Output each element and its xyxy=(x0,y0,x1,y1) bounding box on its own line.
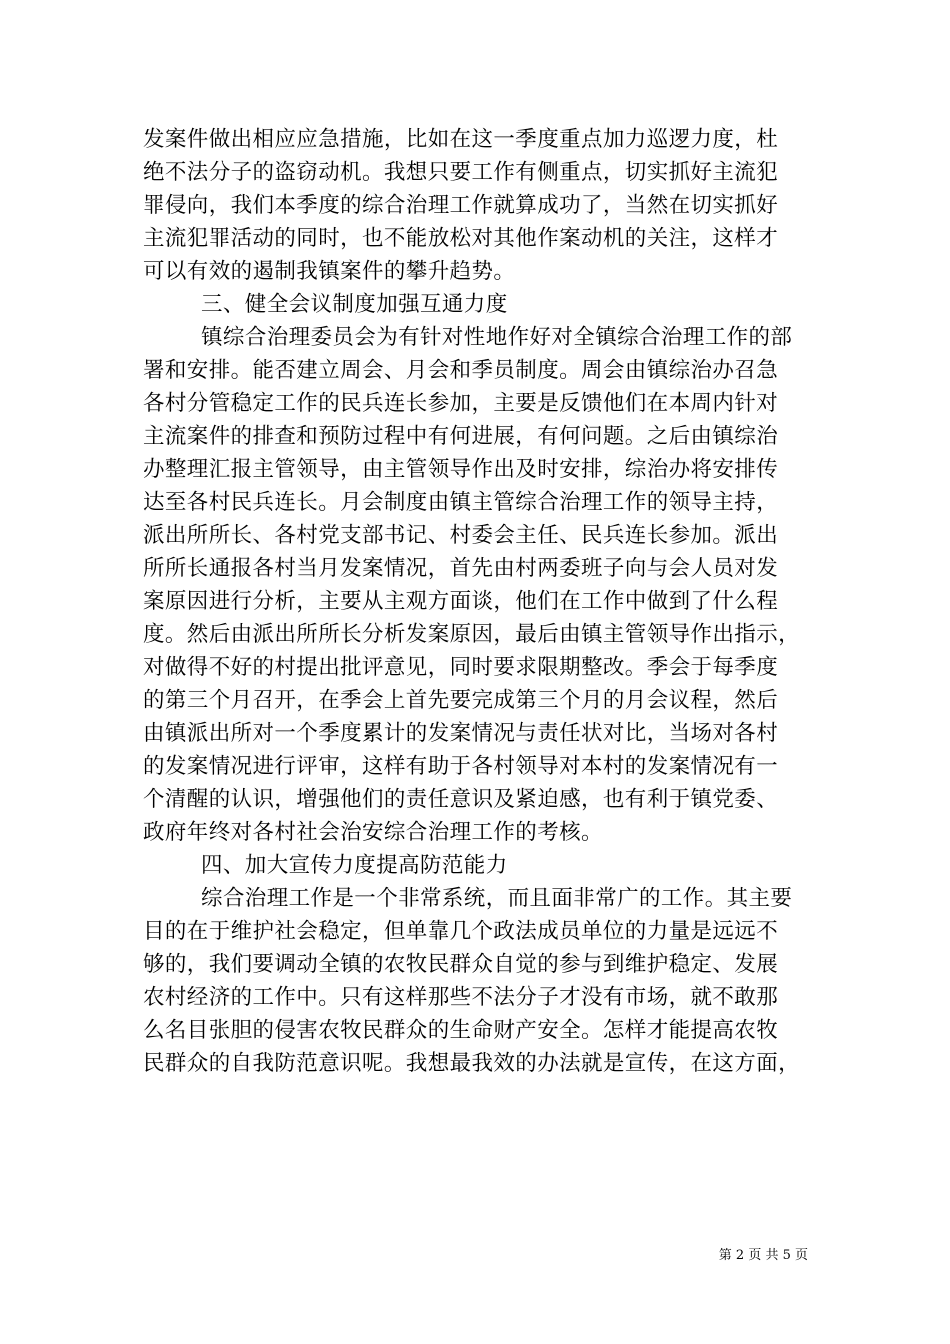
section-heading: 三、健全会议制度加强互通力度 xyxy=(201,292,508,317)
body-line: 够的，我们要调动全镇的农牧民群众自觉的参与到维护稳定、发展 xyxy=(143,952,779,977)
body-line: 由镇派出所对一个季度累计的发案情况与责任状对比，当场对各村 xyxy=(143,721,779,746)
body-line: 各村分管稳定工作的民兵连长参加，主要是反馈他们在本周内针对 xyxy=(143,391,779,416)
body-line: 综合治理工作是一个非常系统，而且面非常广的工作。其主要 xyxy=(201,886,793,911)
body-line: 个清醒的认识，增强他们的责任意识及紧迫感，也有利于镇党委、 xyxy=(143,787,779,812)
body-line: 对做得不好的村提出批评意见，同时要求限期整改。季会于每季度 xyxy=(143,655,779,680)
body-line: 的发案情况进行评审，这样有助于各村领导对本村的发案情况有一 xyxy=(143,754,779,779)
body-line: 达至各村民兵连长。月会制度由镇主管综合治理工作的领导主持， xyxy=(143,490,779,515)
body-line: 镇综合治理委员会为有针对性地作好对全镇综合治理工作的部 xyxy=(201,325,793,350)
body-line: 案原因进行分析，主要从主观方面谈，他们在工作中做到了什么程 xyxy=(143,589,779,614)
body-line: 派出所所长、各村党支部书记、村委会主任、民兵连长参加。派出 xyxy=(143,523,779,548)
body-line: 发案件做出相应应急措施，比如在这一季度重点加力巡逻力度，杜 xyxy=(143,127,779,152)
page-number: 第 2 页 共 5 页 xyxy=(718,1248,808,1263)
body-line: 目的在于维护社会稳定，但单靠几个政法成员单位的力量是远远不 xyxy=(143,919,779,944)
body-line: 所所长通报各村当月发案情况，首先由村两委班子向与会人员对发 xyxy=(143,556,779,581)
body-line: 政府年终对各村社会治安综合治理工作的考核。 xyxy=(143,820,603,845)
body-line: 主流犯罪活动的同时，也不能放松对其他作案动机的关注，这样才 xyxy=(143,226,779,251)
section-heading: 四、加大宣传力度提高防范能力 xyxy=(201,853,508,878)
body-line: 么名目张胆的侵害农牧民群众的生命财产安全。怎样才能提高农牧 xyxy=(143,1018,779,1043)
body-line: 主流案件的排查和预防过程中有何进展，有何问题。之后由镇综治 xyxy=(143,424,779,449)
body-line: 的第三个月召开，在季会上首先要完成第三个月的月会议程，然后 xyxy=(143,688,779,713)
body-line: 办整理汇报主管领导，由主管领导作出及时安排，综治办将安排传 xyxy=(143,457,779,482)
body-line: 可以有效的遏制我镇案件的攀升趋势。 xyxy=(143,259,516,284)
body-line: 民群众的自我防范意识呢。我想最我效的办法就是宣传，在这方面， xyxy=(143,1051,801,1076)
body-line: 署和安排。能否建立周会、月会和季员制度。周会由镇综治办召急 xyxy=(143,358,779,383)
body-line: 绝不法分子的盗窃动机。我想只要工作有侧重点，切实抓好主流犯 xyxy=(143,160,779,185)
body-line: 度。然后由派出所所长分析发案原因，最后由镇主管领导作出指示， xyxy=(143,622,801,647)
body-line: 罪侵向，我们本季度的综合治理工作就算成功了，当然在切实抓好 xyxy=(143,193,779,218)
body-line: 农村经济的工作中。只有这样那些不法分子才没有市场，就不敢那 xyxy=(143,985,779,1010)
